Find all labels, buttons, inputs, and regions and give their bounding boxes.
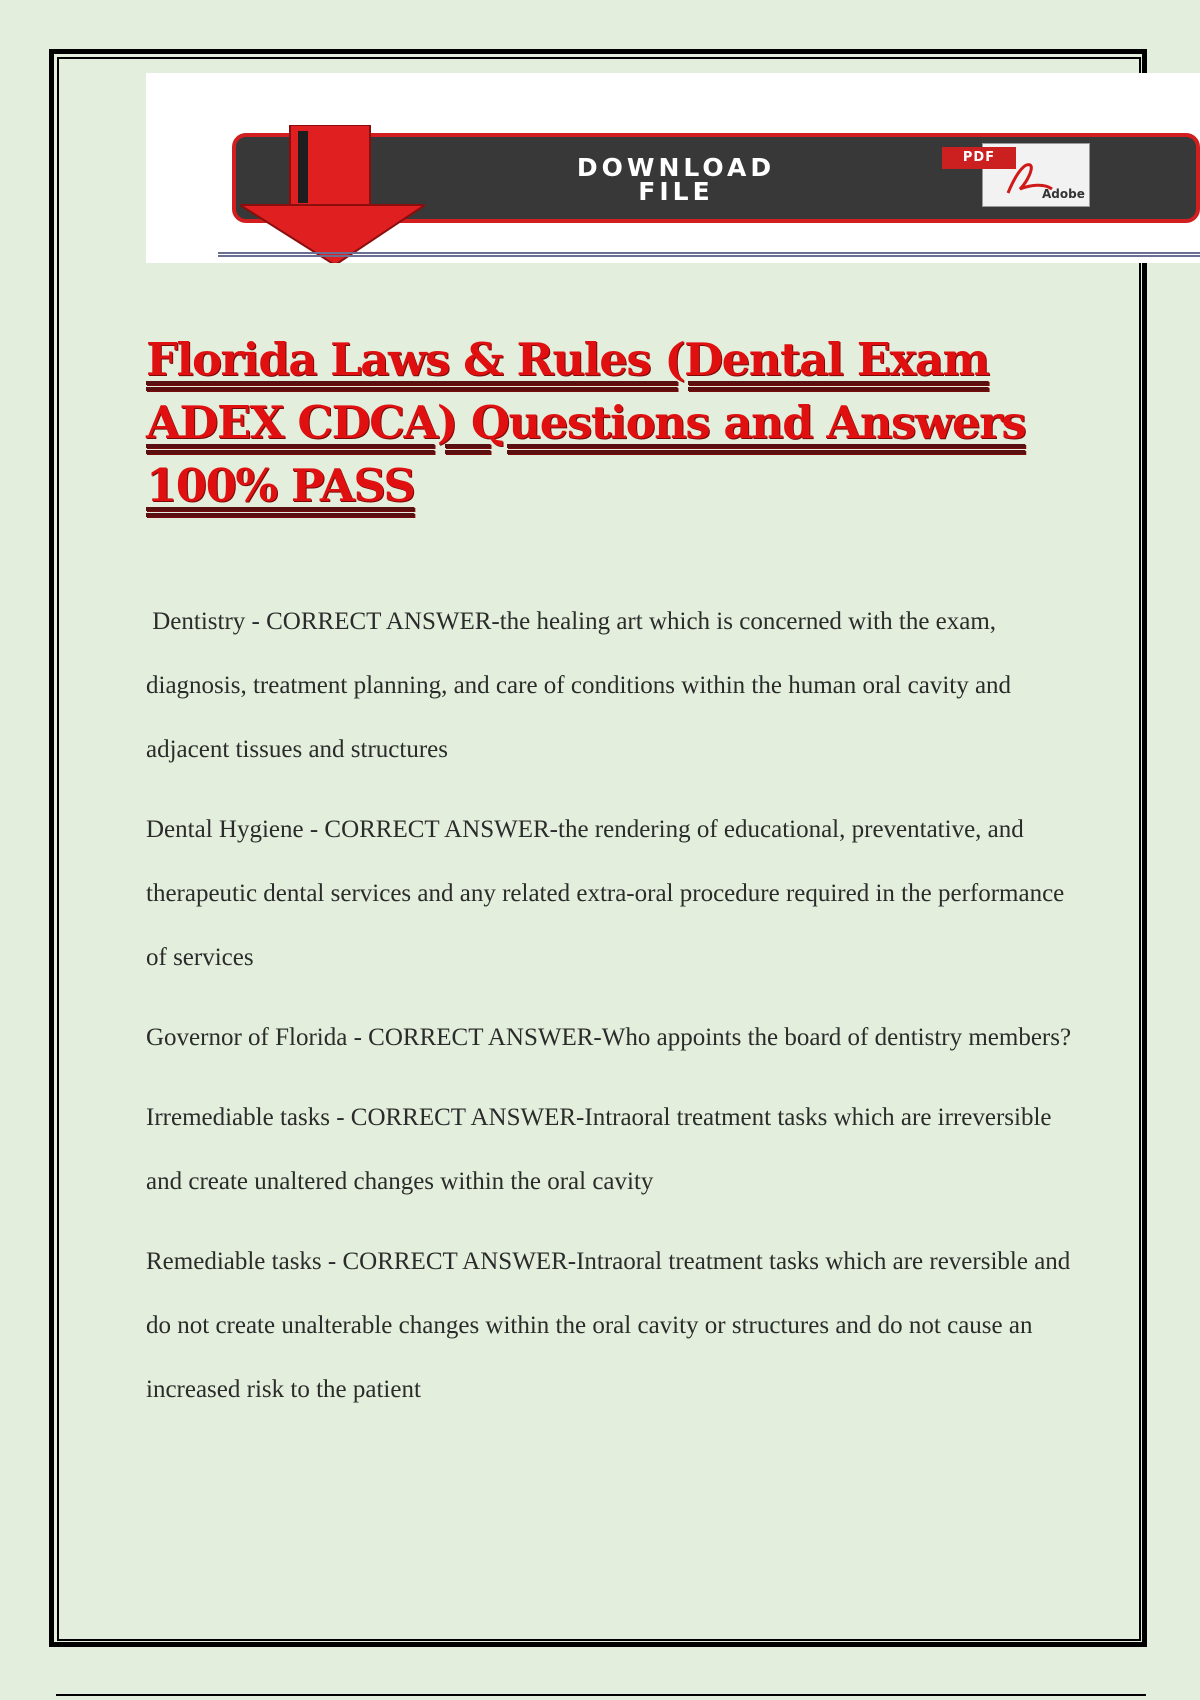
pdf-file-icon — [942, 143, 1092, 213]
document-title: Florida Laws & Rules (Dental Exam ADEX CDCA) Questions and Answers 100% PASS — [146, 333, 1026, 512]
pdf-brand-label: Adobe — [1042, 187, 1085, 201]
footer-rule — [56, 1694, 1146, 1696]
qa-item-remediable-tasks: Remediable tasks - CORRECT ANSWER-Intraoral treatment tasks which are reversible and do not create unalterable changes within the oral cavity or structures and do not cause an increased risk to the patient — [146, 1248, 1077, 1403]
download-label-line2: FILE — [638, 177, 714, 206]
download-banner[interactable] — [146, 73, 1200, 263]
banner-divider — [218, 252, 1200, 257]
pdf-tag: PDF — [942, 147, 1016, 169]
download-label[interactable] — [476, 153, 876, 206]
qa-item-dental-hygiene: Dental Hygiene - CORRECT ANSWER-the rendering of educational, preventative, and therapeutic dental services and any related extra-oral procedure required in the performance of services — [146, 816, 1071, 971]
download-arrow-icon — [240, 125, 425, 263]
qa-item-irremediable-tasks: Irremediable tasks - CORRECT ANSWER-Intraoral treatment tasks which are irreversible and create unaltered changes within the oral cavity — [146, 1104, 1058, 1195]
qa-list — [146, 590, 1086, 1438]
qa-item-governor: Governor of Florida - CORRECT ANSWER-Who appoints the board of dentistry members? — [146, 1024, 1072, 1051]
qa-item-dentistry: Dentistry - CORRECT ANSWER-the healing art which is concerned with the exam, diagnosis, treatment planning, and care of conditions within the human oral cavity and adjacent tissues and structures — [146, 608, 1018, 763]
download-label-line1: DOWNLOAD — [576, 153, 776, 182]
